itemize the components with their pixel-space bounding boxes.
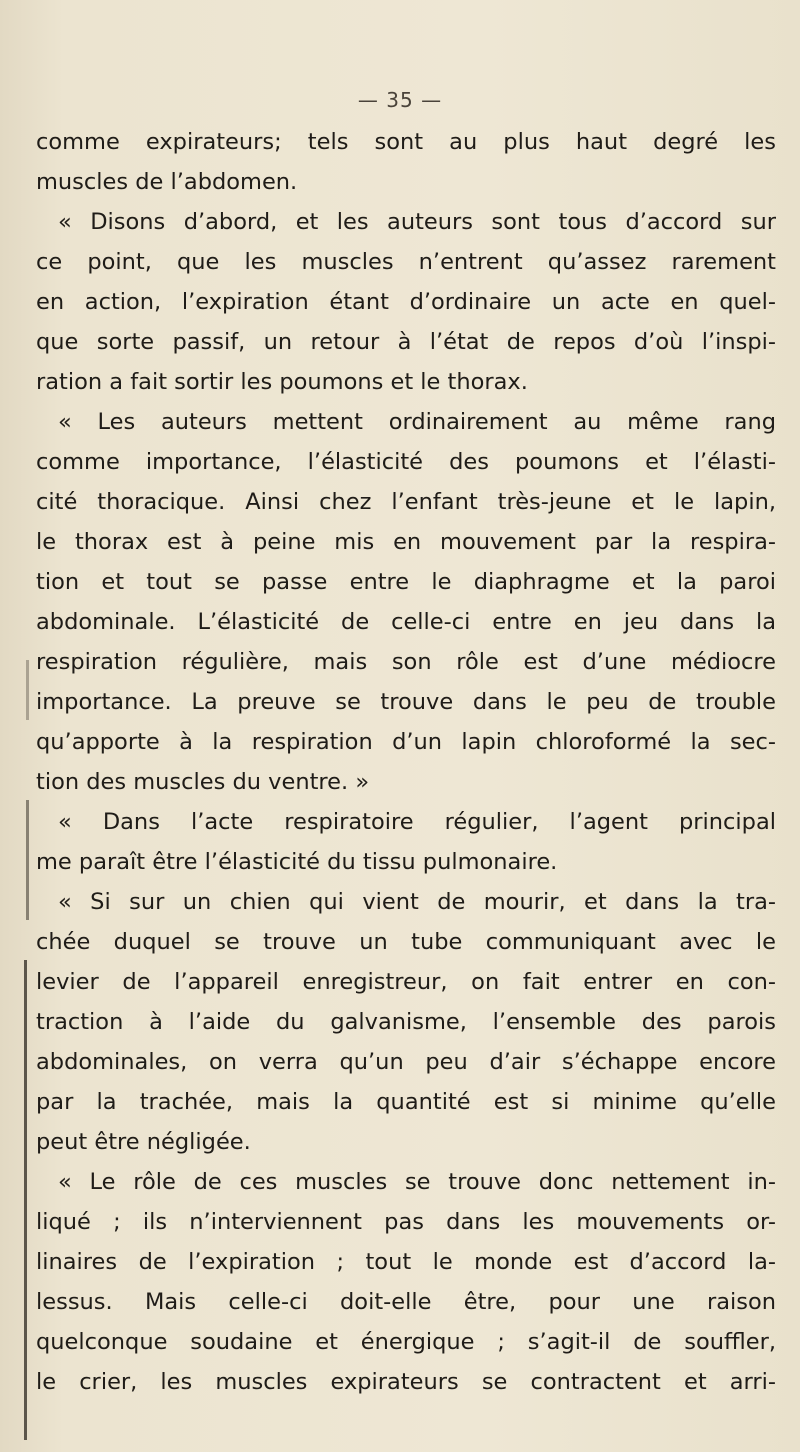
text-line-content: en action, l’expiration étant d’ordinaire un acte en quel- [36,289,776,315]
text-line-content: liqué ; ils n’interviennent pas dans les mouvements or- [36,1209,776,1235]
binding-shadow [26,660,29,720]
text-line-content: traction à l’aide du galvanisme, l’ensemble des parois [36,1009,776,1035]
text-line-content: muscles de l’abdomen. [36,169,298,195]
text-line-content: « Disons d’abord, et les auteurs sont tous d’accord sur [58,209,776,235]
text-line-content: le crier, les muscles expirateurs se contractent et arri- [36,1369,776,1395]
text-line [36,602,776,642]
text-line [36,402,776,442]
text-line [36,642,776,682]
binding-shadow [26,800,29,920]
text-line [36,162,776,202]
text-line-content: peut être négligée. [36,1129,251,1155]
text-line [36,762,776,802]
text-line-content: ce point, que les muscles n’entrent qu’assez rarement [36,249,776,275]
text-line-content: tion des muscles du ventre. » [36,769,370,795]
text-line-content: levier de l’appareil enregistreur, on fait entrer en con- [36,969,776,995]
text-line-content: « Les auteurs mettent ordinairement au même rang [58,409,776,435]
text-line [36,1002,776,1042]
text-line-content: qu’apporte à la respiration d’un lapin chloroformé la sec- [36,729,776,755]
text-line [36,1282,776,1322]
text-line-content: lessus. Mais celle-ci doit-elle être, pour une raison [36,1289,776,1315]
body-text [36,122,776,1402]
text-line [36,922,776,962]
text-line [36,282,776,322]
text-line [36,1162,776,1202]
text-line-content: quelconque soudaine et énergique ; s’agit-il de souffler, [36,1329,776,1355]
text-line-content: abdominale. L’élasticité de celle-ci entre en jeu dans la [36,609,776,635]
text-line-content: le thorax est à peine mis en mouvement par la respira- [36,529,776,555]
text-line [36,562,776,602]
text-line [36,322,776,362]
binding-shadow [24,960,27,1440]
text-line [36,1322,776,1362]
text-line-content: « Si sur un chien qui vient de mourir, et dans la tra- [58,889,776,915]
page-number: — 35 — [357,88,443,112]
text-line [36,882,776,922]
text-line [36,1362,776,1402]
text-line-content: importance. La preuve se trouve dans le peu de trouble [36,689,776,715]
text-line-content: abdominales, on verra qu’un peu d’air s’échappe encore [36,1049,776,1075]
text-line [36,442,776,482]
text-line [36,1042,776,1082]
text-line [36,842,776,882]
text-line [36,962,776,1002]
text-line-content: ration a fait sortir les poumons et le thorax. [36,369,528,395]
text-line-content: respiration régulière, mais son rôle est d’une médiocre [36,649,776,675]
text-line-content: « Dans l’acte respiratoire régulier, l’agent principal [58,809,776,835]
text-line [36,522,776,562]
text-line [36,242,776,282]
text-line [36,802,776,842]
text-line [36,1082,776,1122]
text-line-content: tion et tout se passe entre le diaphragme et la paroi [36,569,776,595]
text-line-content: chée duquel se trouve un tube communiquant avec le [36,929,776,955]
text-line [36,202,776,242]
text-line-content: linaires de l’expiration ; tout le monde est d’accord la- [36,1249,776,1275]
text-line [36,1202,776,1242]
text-line [36,122,776,162]
text-line [36,682,776,722]
text-line-content: par la trachée, mais la quantité est si minime qu’elle [36,1089,776,1115]
text-line [36,722,776,762]
text-line [36,1122,776,1162]
text-line-content: comme expirateurs; tels sont au plus haut degré les [36,129,776,155]
text-line [36,1242,776,1282]
text-line [36,362,776,402]
text-line-content: me paraît être l’élasticité du tissu pulmonaire. [36,849,558,875]
text-line-content: comme importance, l’élasticité des poumons et l’élasti- [36,449,776,475]
text-line-content: cité thoracique. Ainsi chez l’enfant très-jeune et le lapin, [36,489,776,515]
text-line [36,482,776,522]
text-line-content: « Le rôle de ces muscles se trouve donc nettement in- [58,1169,776,1195]
text-line-content: que sorte passif, un retour à l’état de repos d’où l’inspi- [36,329,776,355]
